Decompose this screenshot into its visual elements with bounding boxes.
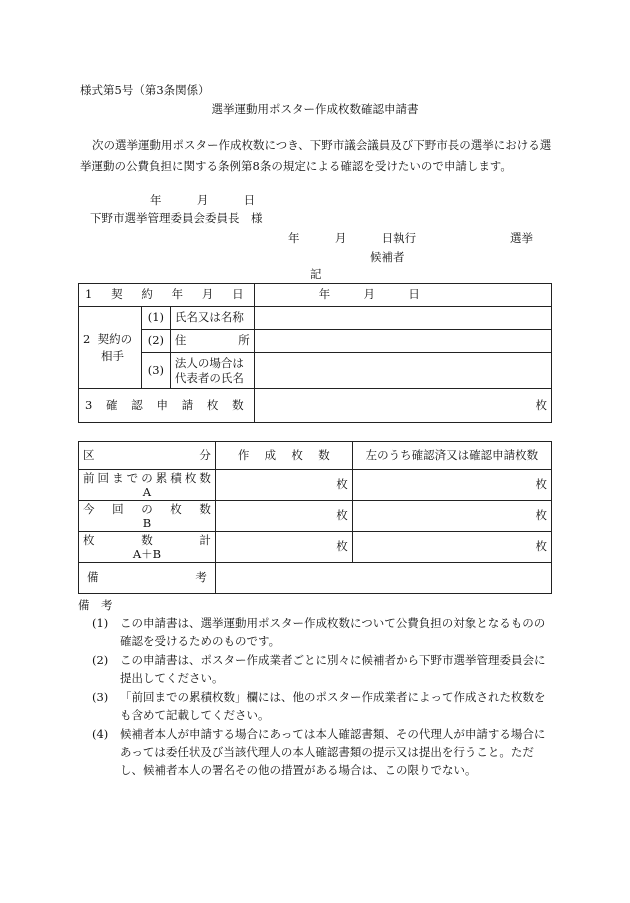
- note-item-4: [92, 725, 552, 779]
- document-title: 選挙運動用ポスター作成枚数確認申請書: [211, 102, 419, 116]
- current-count-created[interactable]: 枚: [215, 501, 352, 532]
- confirm-count-unit: 枚: [535, 397, 547, 412]
- current-count-row: [79, 501, 552, 532]
- note-item-2: [92, 651, 552, 687]
- date-year: 年: [150, 193, 162, 207]
- address-label: 住 所: [170, 330, 254, 353]
- contract-party-row-1: [79, 307, 552, 330]
- representative-value[interactable]: [254, 353, 551, 389]
- address-value[interactable]: [254, 330, 551, 353]
- election-suffix: 選挙: [510, 231, 533, 245]
- current-count-label: 今 回 の 枚 数 B: [79, 501, 216, 532]
- note-num-4: (4): [92, 727, 109, 741]
- current-count-confirmed[interactable]: 枚: [352, 501, 551, 532]
- note-item-1: [92, 614, 552, 650]
- previous-total-confirmed[interactable]: 枚: [352, 470, 551, 501]
- sub-num-2: (2): [141, 330, 170, 353]
- count-table: [78, 441, 552, 594]
- candidate-label: 候補者: [370, 250, 405, 264]
- representative-label: 法人の場合は 代表者の氏名: [170, 353, 254, 389]
- total-created[interactable]: 枚: [215, 532, 352, 563]
- note-item-3: [92, 688, 552, 724]
- total-label: 枚 数 計 A＋B: [79, 532, 216, 563]
- total-confirmed[interactable]: 枚: [352, 532, 551, 563]
- previous-total-created[interactable]: 枚: [215, 470, 352, 501]
- previous-total-row: [79, 470, 552, 501]
- contract-party-row-2: [79, 330, 552, 353]
- contract-date-row: [79, 284, 552, 307]
- note-text-2: この申請書は、ポスター作成業者ごとに別々に候補者から下野市選挙管理委員会に提出してください。: [120, 653, 546, 685]
- confirm-count-label: 3 確 認 申 請 枚 数: [79, 389, 255, 423]
- confirm-count-value[interactable]: [254, 389, 551, 423]
- contract-table: [78, 283, 552, 423]
- previous-total-label: 前 回 ま で の 累 積 枚 数 A: [79, 470, 216, 501]
- contract-date-label: 1 契 約 年 月 日: [79, 284, 255, 307]
- note-text-4: 候補者本人が申請する場合にあっては本人確認書類、その代理人が申請する場合にあっては委任状及び当該代理人の本人確認書類の提示又は提出を行うこと。ただし、候補者本人の署名その他の措置がある場合は、この限りでない。: [120, 727, 546, 777]
- remarks-value[interactable]: [215, 563, 551, 594]
- remarks-label: 備 考: [79, 563, 216, 594]
- ki-marker: 記: [310, 267, 322, 281]
- total-row: [79, 532, 552, 563]
- contract-party-row-3: [79, 353, 552, 389]
- remarks-row: [79, 563, 552, 594]
- election-year: 年: [288, 231, 300, 245]
- date-month: 月: [196, 193, 209, 207]
- note-text-1: この申請書は、選挙運動用ポスター作成枚数について公費負担の対象となるものの確認を受けるためのものです。: [120, 616, 546, 648]
- category-header: 区 分: [79, 442, 216, 470]
- count-header-row: [79, 442, 552, 470]
- confirm-count-row: [79, 389, 552, 423]
- election-day-executed: 日執行: [381, 231, 417, 245]
- intro-paragraph: 次の選挙運動用ポスター作成枚数につき、下野市議会議員及び下野市長の選挙における選挙運動の公費負担に関する条例第8条の規定による確認を受けたいので申請します。: [80, 138, 552, 173]
- date-day: 日: [243, 193, 256, 207]
- created-count-header: 作 成 枚 数: [215, 442, 352, 470]
- addressee: 下野市選挙管理委員会委員長 様: [90, 211, 263, 225]
- note-num-3: (3): [92, 690, 109, 704]
- confirmed-count-header: 左のうち確認済又は確認申請枚数: [352, 442, 551, 470]
- note-text-3: 「前回までの累積枚数」欄には、他のポスター作成業者によって作成された枚数をも含めて記載してください。: [120, 690, 546, 722]
- election-month: 月: [334, 231, 347, 245]
- name-value[interactable]: [254, 307, 551, 330]
- contract-party-label: 2 契約の 相手: [79, 307, 142, 389]
- sub-num-1: (1): [141, 307, 170, 330]
- form-number: 様式第5号（第3条関係）: [80, 83, 210, 97]
- election-date: [288, 230, 416, 247]
- contract-date-value[interactable]: 年 月 日: [254, 284, 551, 307]
- note-num-1: (1): [92, 616, 109, 630]
- note-num-2: (2): [92, 653, 109, 667]
- application-date: [150, 192, 255, 209]
- name-label: 氏名又は名称: [170, 307, 254, 330]
- sub-num-3: (3): [141, 353, 170, 389]
- notes-title: 備 考: [78, 598, 113, 612]
